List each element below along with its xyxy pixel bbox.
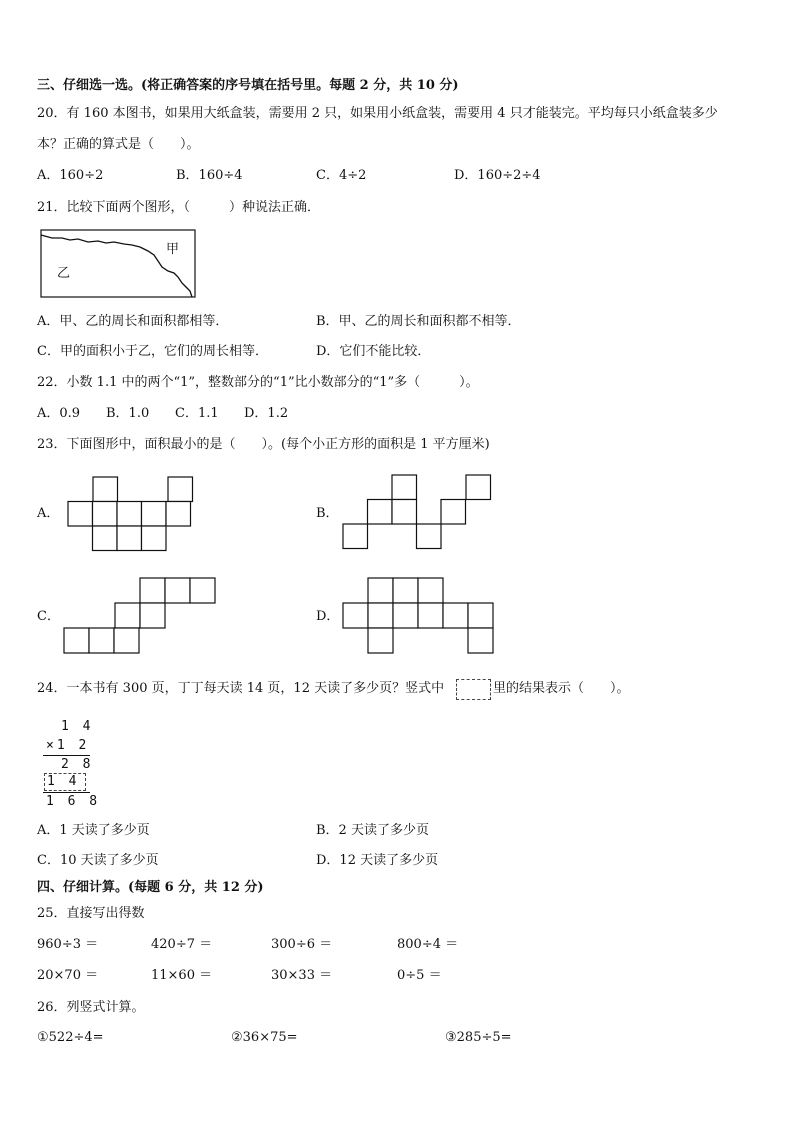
q25-item: 11×60 ＝: [151, 968, 213, 983]
q24-stem-a: 24．一本书有 300 页，丁丁每天读 14 页，12 天读了多少页？竖式中: [37, 681, 445, 696]
q22-option-c: C．1.1: [175, 406, 219, 421]
q21-option-b: B．甲、乙的周长和面积都不相等．: [316, 314, 521, 329]
q20-option-d: D．160÷2÷4: [454, 168, 541, 183]
q24-dashed-box-inline: [456, 679, 491, 700]
q24-vertical-row1: 1 4: [61, 719, 94, 734]
q24-vertical-line2: [43, 792, 90, 793]
q21-stem: 21．比较下面两个图形，（ ）种说法正确．: [37, 200, 321, 215]
q25-item: 300÷6 ＝: [271, 937, 333, 952]
q24-vertical-line1: [43, 755, 90, 756]
q20-option-c: C．4÷2: [316, 168, 367, 183]
q24-option-a: A．1 天读了多少页: [37, 823, 150, 838]
q25-item: 0÷5 ＝: [397, 968, 442, 983]
section-4-title: 四、仔细计算。(每题 6 分，共 12 分): [37, 880, 264, 895]
q23-label-a: A．: [37, 506, 60, 521]
q21-label-jia: 甲: [166, 242, 180, 257]
q26-stem: 26．列竖式计算。: [37, 1000, 145, 1015]
q25-item: 20×70 ＝: [37, 968, 99, 983]
q25-item: 420÷7 ＝: [151, 937, 213, 952]
q23-figure-a: [68, 477, 194, 552]
q21-option-d: D．它们不能比较．: [316, 344, 431, 359]
q23-label-c: C．: [37, 609, 60, 624]
q25-item: 960÷3 ＝: [37, 937, 99, 952]
q20-option-a: A．160÷2: [37, 168, 104, 183]
q25-stem: 25．直接写出得数: [37, 906, 145, 921]
q25-item: 30×33 ＝: [271, 968, 333, 983]
q22-option-d: D．1.2: [244, 406, 289, 421]
q23-label-d: D．: [316, 609, 340, 624]
q23-figure-c: [64, 578, 219, 654]
q26-item: ①522÷4=: [37, 1030, 104, 1045]
q24-option-c: C．10 天读了多少页: [37, 853, 159, 868]
q22-option-b: B．1.0: [106, 406, 150, 421]
q21-option-c: C．甲的面积小于乙，它们的周长相等．: [37, 344, 268, 359]
q23-figure-d: [343, 578, 498, 654]
q22-stem: 22．小数 1.1 中的两个“1”，整数部分的“1”比小数部分的“1”多（ ）。: [37, 375, 479, 390]
q21-figure: [40, 229, 196, 299]
q23-label-b: B．: [316, 506, 339, 521]
q23-stem: 23．下面图形中，面积最小的是（ ）。(每个小正方形的面积是 1 平方厘米): [37, 437, 490, 452]
q21-option-a: A．甲、乙的周长和面积都相等．: [37, 314, 229, 329]
q26-item: ②36×75=: [231, 1030, 298, 1045]
q20-line2: 本？正确的算式是（ ）。: [37, 137, 200, 152]
q24-vertical-row4: 1 4: [47, 774, 80, 789]
q26-item: ③285÷5=: [445, 1030, 512, 1045]
q24-vertical-row2: ×1 2: [46, 738, 90, 753]
q20-line1: 20．有 160 本图书，如果用大纸盒装，需要用 2 只，如果用小纸盒装，需要用 4 只才能装完。平均每只小纸盒装多少: [37, 106, 718, 121]
q24-option-d: D．12 天读了多少页: [316, 853, 439, 868]
q20-option-b: B．160÷4: [176, 168, 243, 183]
q24-vertical-row5: 1 6 8: [46, 794, 101, 809]
q21-label-yi: 乙: [57, 266, 71, 281]
q23-figure-b: [343, 475, 493, 551]
section-3-title: 三、仔细选一选。(将正确答案的序号填在括号里。每题 2 分，共 10 分): [37, 78, 459, 93]
q24-vertical-row3: 2 8: [61, 757, 94, 772]
q25-item: 800÷4 ＝: [397, 937, 459, 952]
q22-option-a: A．0.9: [37, 406, 81, 421]
q24-option-b: B．2 天读了多少页: [316, 823, 429, 838]
q24-stem-b: 里的结果表示（ ）。: [493, 681, 630, 696]
